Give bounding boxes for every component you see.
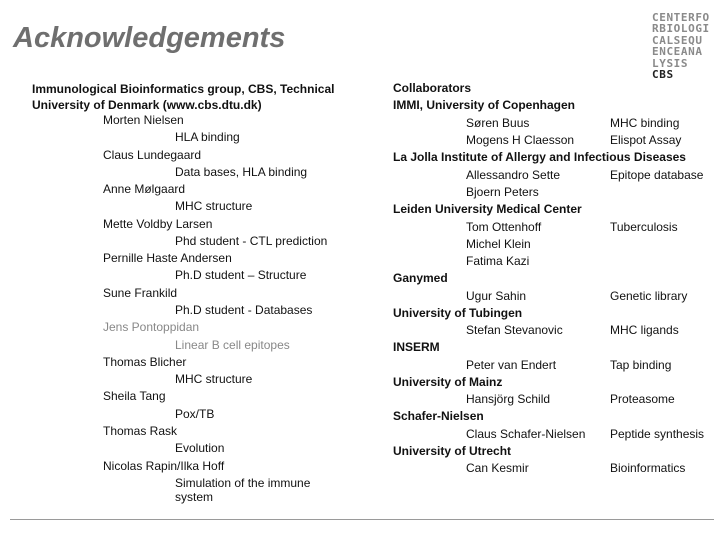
collaborator-institution: University of Utrecht <box>393 444 512 458</box>
collaborator-topic: Epitope database <box>610 168 704 182</box>
member-role: MHC structure <box>175 199 253 213</box>
member-name: Sune Frankild <box>103 286 178 300</box>
collaborator-topic: Peptide synthesis <box>610 427 705 441</box>
collaborator-name: Hansjörg Schild <box>466 392 551 406</box>
member-role: Phd student - CTL prediction <box>175 234 328 248</box>
collaborator-topic: MHC ligands <box>610 323 679 337</box>
left-column <box>32 81 372 504</box>
member-role: Pox/TB <box>175 407 215 421</box>
collaborator-name: Allessandro Sette <box>466 168 561 182</box>
collaborator-institution: IMMI, University of Copenhagen <box>393 98 576 112</box>
logo-text: LYSIS <box>652 56 689 70</box>
member-name: Claus Lundegaard <box>103 148 202 162</box>
member-role: HLA binding <box>175 130 240 144</box>
member-role: MHC structure <box>175 372 253 386</box>
member-name: Thomas Rask <box>103 424 178 438</box>
collaborator-topic: Tap binding <box>610 358 672 372</box>
member-role: Ph.D student - Databases <box>175 303 313 317</box>
institution-heading: Immunological Bioinformatics group, CBS, Technical University of Denmark (www.cbs.dtu.dk) <box>32 82 335 112</box>
collaborator-topic: Elispot Assay <box>610 133 682 147</box>
member-name: Thomas Blicher <box>103 355 187 369</box>
member-name: Sheila Tang <box>103 389 166 403</box>
collaborator-name: Peter van Endert <box>466 358 557 372</box>
collaborator-institution: Ganymed <box>393 271 448 285</box>
logo-line: CENTERFO <box>652 11 710 24</box>
logo-line: CALSEQU <box>652 33 703 47</box>
collaborator-name: Søren Buus <box>466 116 530 130</box>
collaborator-topic: Bioinformatics <box>610 461 686 475</box>
collaborator-institution: Leiden University Medical Center <box>393 202 582 216</box>
logo-line: ENCEANA <box>652 45 703 59</box>
collaborator-topic: Genetic library <box>610 289 688 303</box>
collaborator-name: Tom Ottenhoff <box>466 220 542 234</box>
collaborator-name: Claus Schafer-Nielsen <box>466 427 586 441</box>
collaborator-institution: Schafer-Nielsen <box>393 409 484 423</box>
member-name: Nicolas Rapin/Ilka Hoff <box>103 459 225 473</box>
cbs-logo <box>652 12 714 80</box>
collaborator-name: Can Kesmir <box>466 461 529 475</box>
footer-divider <box>10 519 714 520</box>
collaborator-name: Michel Klein <box>466 237 531 251</box>
collaborator-topic: Proteasome <box>610 392 675 406</box>
collaborator-institution: University of Tubingen <box>393 306 523 320</box>
member-name: Jens Pontoppidan <box>103 320 200 334</box>
collaborator-institution: INSERM <box>393 340 440 354</box>
member-role: Evolution <box>175 441 225 455</box>
member-role: Data bases, HLA binding <box>175 165 308 179</box>
member-name: Mette Voldby Larsen <box>103 217 213 231</box>
member-role: Linear B cell epitopes <box>175 338 290 352</box>
collaborator-name: Fatima Kazi <box>466 254 530 268</box>
logo-cbs: CBS <box>652 68 674 82</box>
collaborator-name: Stefan Stevanovic <box>466 323 563 337</box>
slide-title: Acknowledgements <box>13 22 286 54</box>
collaborator-topic: Tuberculosis <box>610 220 678 234</box>
collaborator-name: Bjoern Peters <box>466 185 539 199</box>
collaborator-topic: MHC binding <box>610 116 680 130</box>
member-role: Ph.D student – Structure <box>175 268 307 282</box>
member-role: Simulation of the immune system <box>175 476 311 504</box>
collaborator-name: Ugur Sahin <box>466 289 527 303</box>
collaborator-institution: La Jolla Institute of Allergy and Infectious Diseases <box>393 150 686 164</box>
collaborator-institution: University of Mainz <box>393 375 503 389</box>
member-name: Anne Mølgaard <box>103 182 186 196</box>
collaborator-name: Mogens H Claesson <box>466 133 575 147</box>
logo-line <box>652 58 714 81</box>
member-name: Morten Nielsen <box>103 113 184 127</box>
member-name: Pernille Haste Andersen <box>103 251 232 265</box>
logo-line: RBIOLOGI <box>652 22 710 36</box>
collaborators-heading: Collaborators <box>393 81 472 95</box>
